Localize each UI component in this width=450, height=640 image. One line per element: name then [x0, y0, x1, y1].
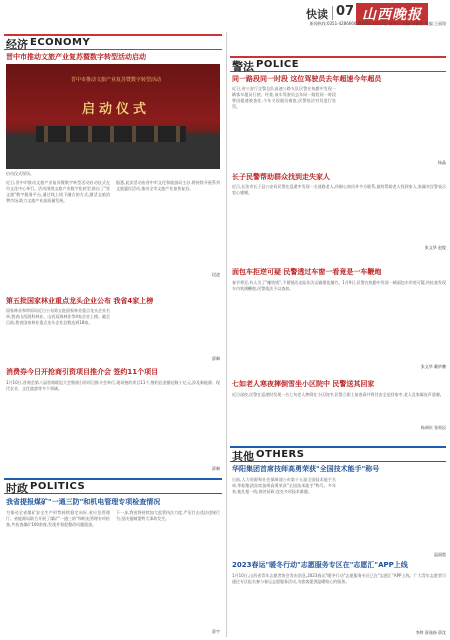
others-section-cn: 其他 — [232, 450, 254, 463]
police-body-1b — [342, 86, 446, 161]
police-reporter-1: 杨晶 — [438, 160, 446, 165]
column-separator — [226, 32, 227, 637]
police-headline-1: 同一路段同一时段 这位驾驶员去年超速今年超员 — [232, 75, 382, 83]
economy-photo-caption: 启动仪式现场。 — [6, 171, 34, 176]
police-headline-3: 面包车拒逆可疑 民警透过车窗一看竟是一车鞭炮 — [232, 268, 382, 276]
police-body-4: 近日深夜,民警在巡逻时发现一名七旬老人摔倒在小区院中,民警立即上前查看并将其安全送回家中,老人及家属连声道谢。 — [232, 392, 444, 397]
police-headline-4: 七如老人寒夜摔倒雪坐小区院中 民警送其回家 — [232, 380, 375, 388]
economy-section-bar — [4, 34, 222, 50]
page-number: 07 — [336, 4, 355, 19]
others-headline-1: 华阳集团首席技师高勇荣获"全国技术能手"称号 — [232, 465, 380, 473]
economy-reporter-1: 段凌 — [212, 272, 220, 277]
politics-body-2: 下一步,我省将持续加大监管执法力度,严厉打击违法违规行为,坚决遏制重特大事故发生。 — [116, 510, 220, 521]
photo-title-text: 启动仪式 — [81, 102, 150, 117]
economy-body-1: 近日,晋中市推动文旅产业复苏暨数字转型活动启动仪式在市文化中心举行。活动围绕文旅产业数字化转型,推出了"晋文旅"数字服务平台,通过线上线下融合的方式,激活文旅消费市场,助力文旅产业高质量发展。 — [6, 180, 110, 203]
photo-banner-text: 晋中市推动文旅产业复苏暨数字转型活动 — [70, 77, 161, 83]
economy-reporter-3: 薛琳 — [212, 466, 220, 471]
economy-body-3b — [116, 308, 220, 358]
others-body-1b — [342, 477, 446, 552]
economy-body-4: 1月10日,晋商会第八届晋商联谊大会暨商引资项目推介会举行,现场签约项目11个,签约总金额达数十亿元,涉及新能源、现代农业、文化旅游等多个领域。 — [6, 380, 220, 391]
politics-section-bar — [4, 478, 222, 494]
police-body-1: 近日,省公安厅交警总队高速公路支队民警在执勤中发现一辆客车超员行驶。经查,该车驾驶员去年同一路段同一时段曾因超速被查处,今年又因超员被查,民警依法对其进行处罚。 — [232, 86, 336, 109]
politics-section-en: POLITICS — [30, 481, 86, 492]
police-reporter-3: 张文华 戴妙鹏 — [420, 364, 446, 369]
politics-section-cn: 时政 — [6, 482, 28, 495]
economy-headline-2: 第五批国家林业重点龙头企业公布 我省4家上榜 — [6, 297, 154, 305]
masthead-info: 新闻热线:0351-4286666 2023年1月11日 星期三 责编:冯雅丽 美编:王丽翔 — [309, 21, 446, 26]
others-body-2: 1月10日,山西省青年志愿者协会发布消息,2023春运"暖冬行动"志愿服务专区已在"志愿汇"APP上线。广大青年志愿者可通过专区报名参与春运志愿服务活动,为旅客提供温暖贴心的服务。 — [232, 573, 446, 584]
police-body-2: 近日,长治市长子县公安局民警在巡逻中发现一名迷路老人,经耐心询问并多方联系,最终帮助老人找到家人,家属对民警表示衷心感谢。 — [232, 184, 446, 195]
economy-reporter-2: 薛琳 — [212, 356, 220, 361]
police-headline-2: 长子民警帮助群众找到走失家人 — [232, 173, 330, 181]
politics-headline: 我省提报煤矿"一通三防"和机电管理专项检查情况 — [6, 498, 161, 506]
police-body-3: 春节将至,有人为了"赚快钱",不惜铤而走险非法运输烟花爆竹。1月9日,民警在执勤中发现一辆面包车形迹可疑,经检查发现车内装满鞭炮,民警依法予以查扣。 — [232, 280, 446, 291]
economy-photo — [6, 64, 220, 169]
economy-headline-3: 消费券今日开抢商引资项目推介会 签约11个项目 — [6, 368, 159, 376]
masthead-divider — [332, 6, 333, 20]
politics-body-1: 为推动全省煤矿安全生产形势持续稳定向好,省应急管理厅、省能源局联合开展了煤矿"一通三防"和机电管理专项检查,共检查煤矿100余座,发现并督促整改问题隐患。 — [6, 510, 110, 527]
police-reporter-2: 张文华 赵俊 — [424, 245, 446, 250]
police-section-cn: 警法 — [232, 60, 254, 73]
others-section-en: OTHERS — [256, 449, 305, 460]
others-section-bar — [230, 446, 446, 462]
economy-section-cn: 经济 — [6, 38, 28, 51]
economy-body-2: 据悉,此次活动由晋中市文化和旅游局主办,将持续开展系列文旅惠民活动,推动全市文旅产业加快复苏。 — [116, 180, 220, 191]
economy-section-en: ECONOMY — [30, 37, 91, 48]
police-reporter-4: 杨洲庆 张致辰 — [420, 425, 446, 430]
others-body-1: 日前,人力资源和社会保障部公布第十五届全国技术能手名单,华阳集团首席技师高勇荣获"全国技术能手"称号。多年来,他扎根一线,刻苦钻研,攻克多项技术难题。 — [232, 477, 336, 494]
others-reporter-2: 李婷 薛逸扬 薛沈 — [415, 630, 446, 635]
photo-people — [36, 126, 186, 142]
economy-headline: 晋中市推动文旅产业复苏暨数字转型活动启动 — [6, 53, 146, 61]
economy-body-3: 国家林业和草原局近日公布第五批国家林业重点龙头企业名单,我省山西润科林业、山西双海林业等4家企业上榜。截至目前,我省国家林业重点龙头企业总数达到18家。 — [6, 308, 110, 325]
masthead — [0, 0, 450, 30]
politics-reporter: 薛宇 — [212, 629, 220, 634]
police-section-bar — [230, 56, 446, 72]
masthead-section: 快读 — [306, 8, 328, 21]
others-reporter-1: 温丽霞 — [434, 552, 446, 557]
others-headline-2: 2023春运"暖冬行动"志愿服务专区在"志愿汇"APP上线 — [232, 561, 408, 569]
paper-name-logo: 山西晚报 — [356, 3, 428, 25]
police-section-en: POLICE — [256, 59, 300, 70]
